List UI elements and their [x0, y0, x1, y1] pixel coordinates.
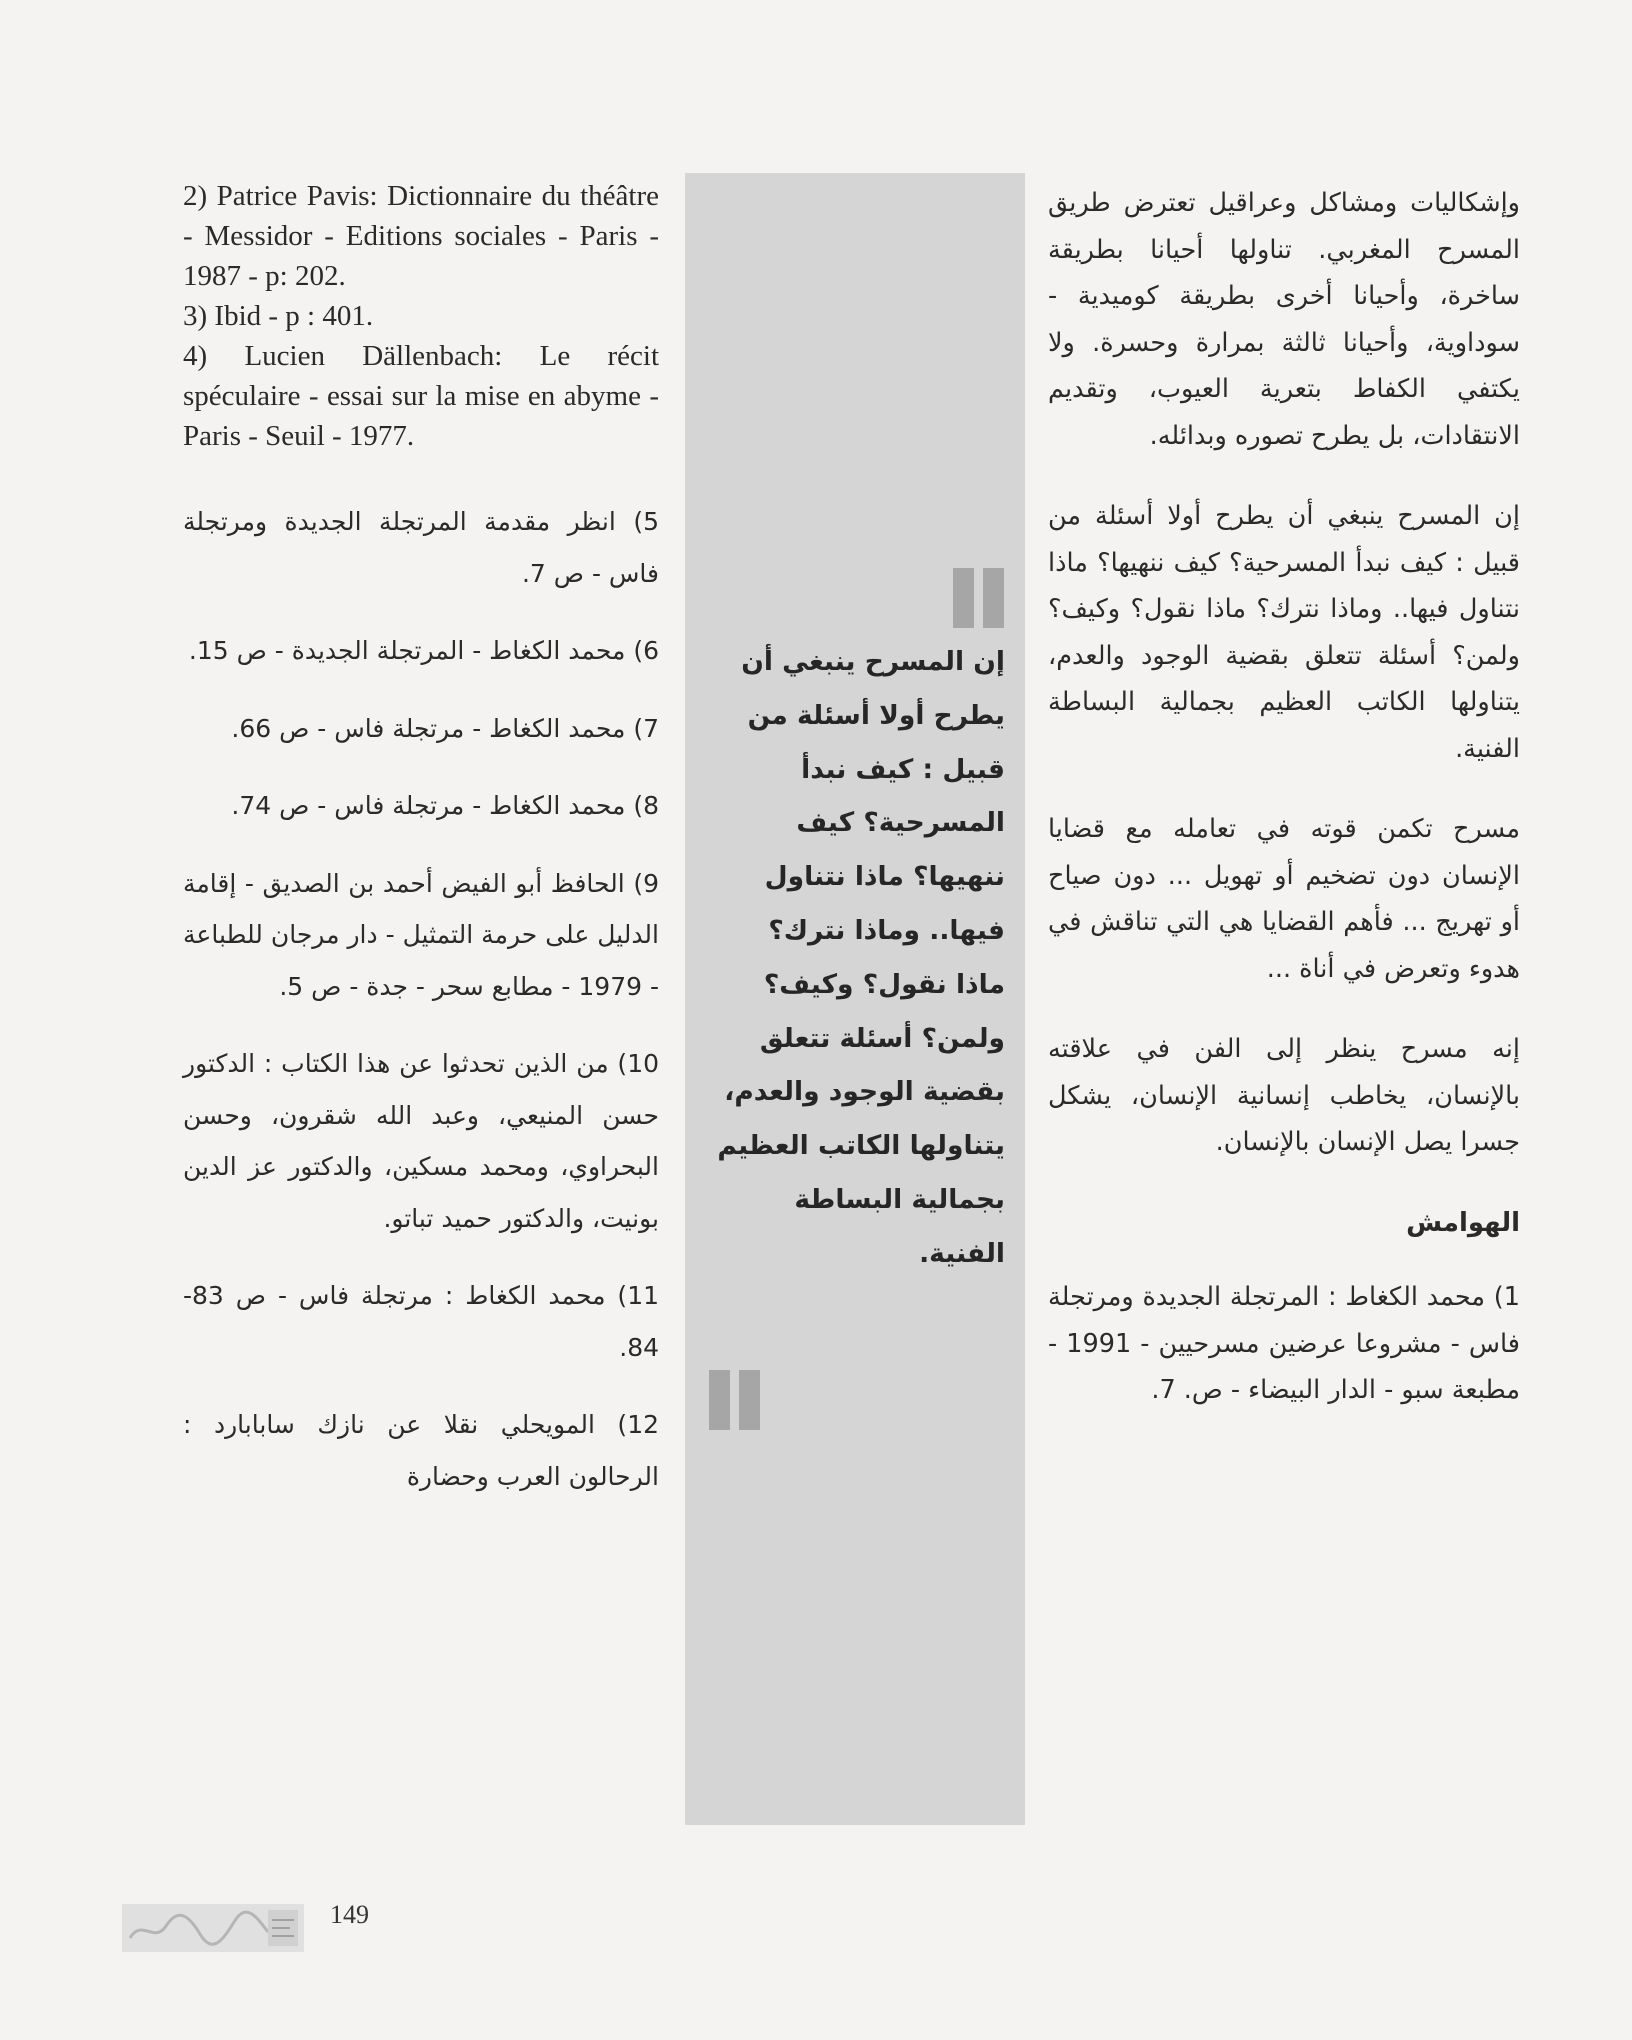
footnote-item: 9) الحافظ أبو الفيض أحمد بن الصديق - إقامة الدليل على حرمة التمثيل - دار مرجان للطباعة - 1979 - مطابع سحر - جدة - ص 5. [183, 868, 659, 1001]
body-paragraph: وإشكاليات ومشاكل وعراقيل تعترض طريق المسرح المغربي. تناولها أحيانا بطريقة ساخرة، وأحيانا أخرى بطريقة كوميدية - سوداوية، وأحيانا ثالثة بمرارة وحسرة. ولا يكتفي الكفاط بتعرية العيوب، وتقديم الانتقادات، بل يطرح تصوره وبدائله. [1048, 188, 1520, 451]
body-paragraph: إن المسرح ينبغي أن يطرح أولا أسئلة من قبيل : كيف نبدأ المسرحية؟ كيف ننهيها؟ ماذا نتناول فيها.. وماذا نترك؟ ماذا نقول؟ وكيف؟ ولمن؟ أسئلة تتعلق بقضية الوجود والعدم، يتناولها الكاتب العظيم بجمالية البساطة الفنية. [1048, 501, 1520, 764]
footnotes-heading: الهوامش [1406, 1207, 1520, 1238]
footnote-item: 10) من الذين تحدثوا عن هذا الكتاب : الدكتور حسن المنيعي، وعبد الله شقرون، وحسن البحراوي، ومحمد مسكين، والدكتور عز الدين بونيت، والدكتور حميد تباتو. [183, 1049, 659, 1233]
footnote-item: 12) المويحلي نقلا عن نازك سابابارد : الرحالون العرب وحضارة [183, 1410, 659, 1491]
pull-quote-text: إن المسرح ينبغي أن يطرح أولا أسئلة من قبيل : كيف نبدأ المسرحية؟ كيف ننهيها؟ ماذا نتناول فيها.. وماذا نترك؟ ماذا نقول؟ وكيف؟ ولمن؟ أسئلة تتعلق بقضية الوجود والعدم، يتناولها الكاتب العظيم بجمالية البساطة الفنية. [717, 646, 1005, 1269]
footnote-item: 8) محمد الكغاط - مرتجلة فاس - ص 74. [231, 791, 659, 820]
footnote-item: 6) محمد الكغاط - المرتجلة الجديدة - ص 15. [188, 636, 659, 665]
footnote-item: 3) Ibid - p : 401. [183, 300, 374, 332]
footnote-item: 7) محمد الكغاط - مرتجلة فاس - ص 66. [231, 713, 659, 743]
latin-notes [183, 176, 659, 456]
main-text-column [1048, 180, 1520, 1448]
closing-quote-icon [709, 1370, 763, 1430]
arabic-notes [183, 496, 659, 1502]
footnote-item: 4) Lucien Dällenbach: Le récit spéculaire - essai sur la mise en abyme - Paris - Seuil - 1977. [183, 340, 659, 452]
page-number: 149 [330, 1900, 369, 1929]
opening-quote-icon [953, 568, 1007, 628]
footnote-item: 11) محمد الكغاط : مرتجلة فاس - ص 83- 84. [183, 1281, 659, 1362]
magazine-logo-icon [122, 1904, 304, 1952]
footnote-item: 1) محمد الكغاط : المرتجلة الجديدة ومرتجلة فاس - مشروعا عرضين مسرحيين - 1991 - مطبعة سبو - الدار البيضاء - ص. 7. [1048, 1282, 1520, 1405]
notes-column [183, 176, 659, 1528]
footnote-item: 5) انظر مقدمة المرتجلة الجديدة ومرتجلة فاس - ص 7. [183, 507, 659, 588]
body-paragraph: مسرح تكمن قوته في تعامله مع قضايا الإنسان دون تضخيم أو تهويل ... دون صياح أو تهريج ... فأهم القضايا هي التي تناقش في هدوء وتعرض في أناة ... [1048, 814, 1520, 984]
body-paragraph: إنه مسرح ينظر إلى الفن في علاقته بالإنسان، يخاطب إنسانية الإنسان، يشكل جسرا يصل الإنسان بالإنسان. [1048, 1034, 1520, 1157]
footnote-item: 2) Patrice Pavis: Dictionnaire du théâtre - Messidor - Editions sociales - Paris - 1987 - p: 202. [183, 180, 659, 292]
